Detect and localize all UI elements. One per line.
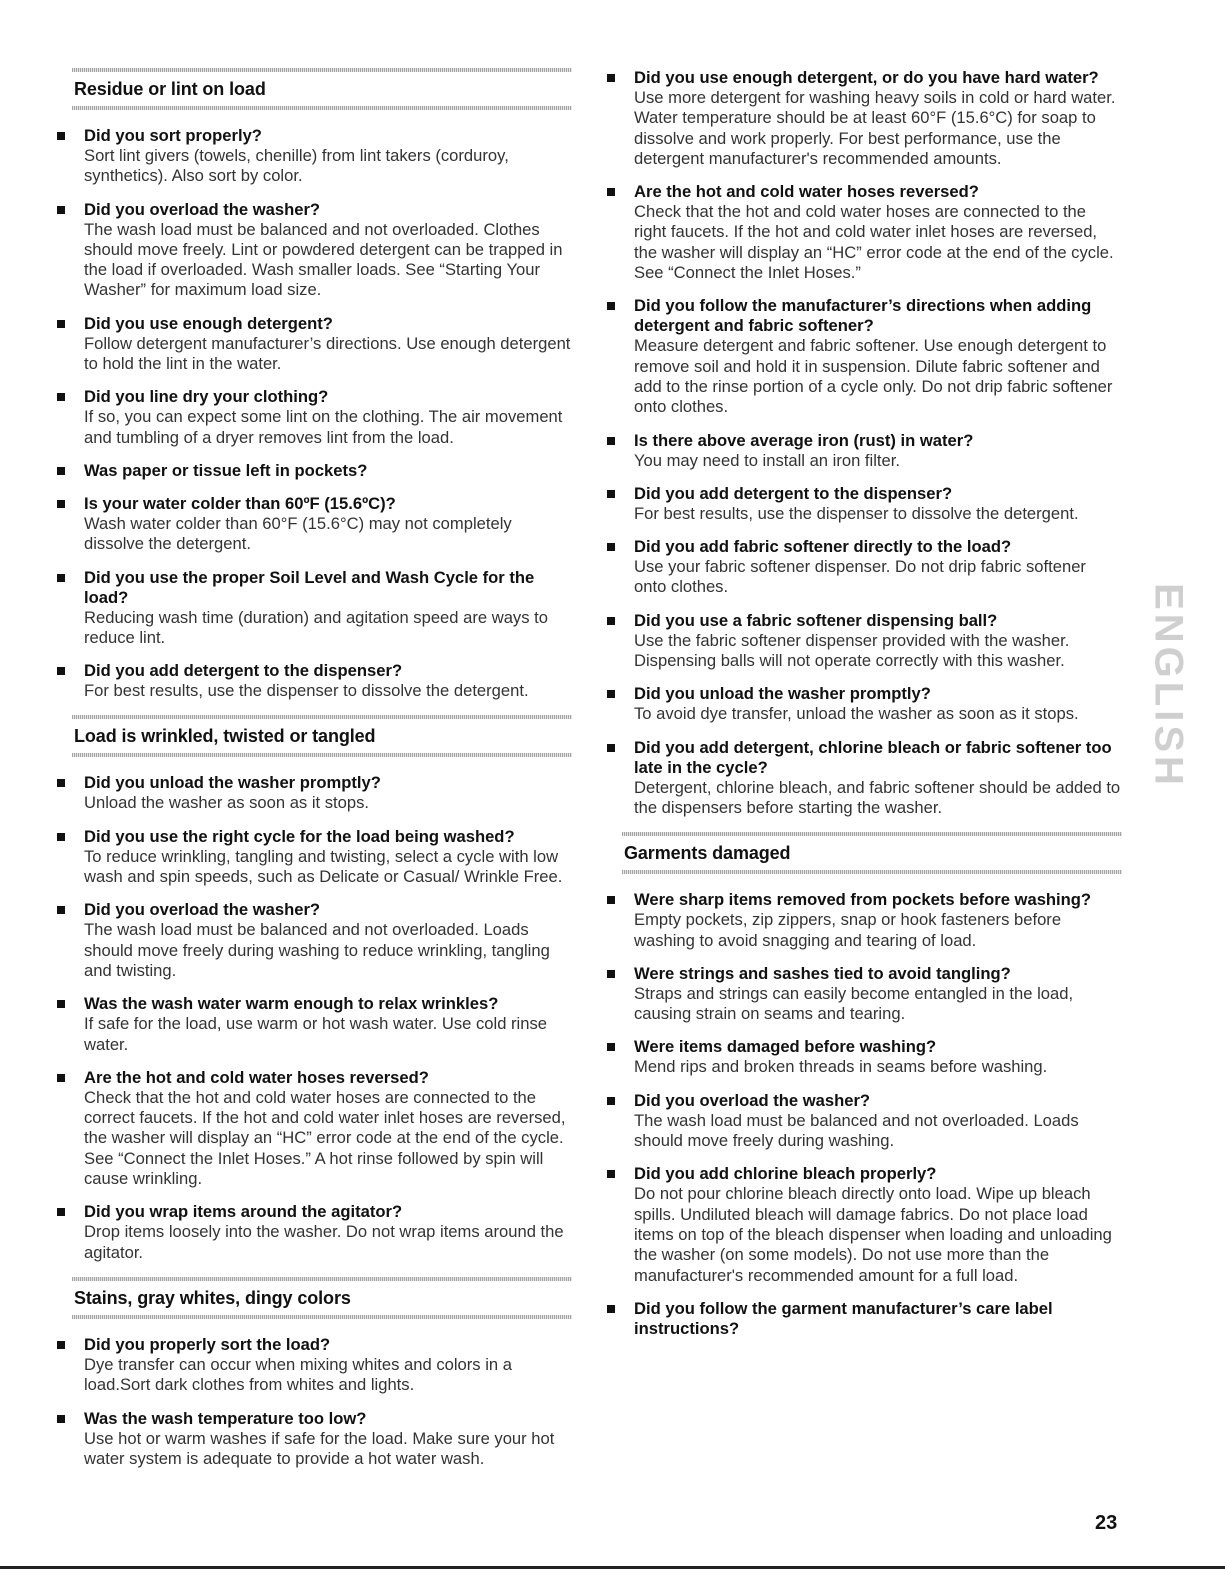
question-text: Was the wash water warm enough to relax wrinkles? xyxy=(84,994,499,1014)
answer-text: The wash load must be balanced and not overloaded. Loads should move freely during washing. xyxy=(634,1110,1079,1151)
answer-text: If so, you can expect some lint on the clothing. The air movement and tumbling of a dryer removes lint from the load. xyxy=(84,407,563,447)
square-bullet-icon xyxy=(57,1000,65,1008)
answer-text: Measure detergent and fabric softener. Use enough detergent to remove soil and hold it in suspension. Dilute fabric softener and add to the rinse portion of a cycle only. Do not drip fabric softener onto clothes. xyxy=(634,336,1113,417)
section-title: Residue or lint on load xyxy=(74,79,266,99)
square-bullet-icon xyxy=(57,833,65,841)
square-bullet-icon xyxy=(607,490,615,498)
question-text: Did you sort properly? xyxy=(84,126,262,145)
answer-text: If safe for the load, use warm or hot wash water. Use cold rinse water. xyxy=(84,1014,547,1054)
left-column xyxy=(72,68,572,1483)
square-bullet-icon xyxy=(607,1097,615,1105)
question-text: Did you add fabric softener directly to the load? xyxy=(634,537,1012,557)
qa-item xyxy=(622,484,1122,524)
answer-text: To reduce wrinkling, tangling and twisting, select a cycle with low wash and spin speeds, such as Delicate or Casual/ Wrinkle Free. xyxy=(84,846,563,887)
question-text: Did you add detergent to the dispenser? xyxy=(634,483,953,503)
section-rule-top xyxy=(622,832,1122,836)
question-text: Were strings and sashes tied to avoid tangling? xyxy=(634,963,1011,983)
answer-text: Straps and strings can easily become entangled in the load, causing strain on seams and tearing. xyxy=(634,983,1074,1024)
qa-item xyxy=(72,461,572,481)
answer-text: Wash water colder than 60°F (15.6°C) may not completely dissolve the detergent. xyxy=(84,513,512,554)
troubleshooting-section xyxy=(72,68,572,701)
qa-item xyxy=(622,890,1122,951)
square-bullet-icon xyxy=(57,779,65,787)
square-bullet-icon xyxy=(607,74,615,82)
qa-item xyxy=(72,900,572,981)
qa-item xyxy=(72,827,572,888)
section-title: Load is wrinkled, twisted or tangled xyxy=(74,726,376,747)
answer-text: To avoid dye transfer, unload the washer as soon as it stops. xyxy=(634,704,1079,724)
answer-text: You may need to install an iron filter. xyxy=(634,450,900,470)
answer-text: Unload the washer as soon as it stops. xyxy=(84,793,370,813)
answer-text: Mend rips and broken threads in seams before washing. xyxy=(634,1057,1048,1077)
question-text: Did you follow the manufacturer’s directions when adding detergent and fabric softener? xyxy=(634,296,1092,336)
answer-text: Reducing wash time (duration) and agitation speed are ways to reduce lint. xyxy=(84,607,548,647)
square-bullet-icon xyxy=(57,467,65,475)
section-header xyxy=(622,832,1122,874)
qa-item xyxy=(72,314,572,375)
square-bullet-icon xyxy=(57,132,65,140)
qa-item xyxy=(72,1202,572,1263)
square-bullet-icon xyxy=(607,1305,615,1313)
section-rule-bottom xyxy=(72,106,572,110)
square-bullet-icon xyxy=(57,667,65,675)
qa-item xyxy=(72,568,572,649)
square-bullet-icon xyxy=(607,1043,615,1051)
qa-item xyxy=(72,200,572,301)
qa-item xyxy=(72,1409,572,1470)
square-bullet-icon xyxy=(607,1170,615,1178)
question-text: Did you add detergent, chlorine bleach or fabric softener too late in the cycle? xyxy=(634,737,1112,777)
section-header xyxy=(72,715,572,757)
square-bullet-icon xyxy=(607,690,615,698)
section-title: Stains, gray whites, dingy colors xyxy=(74,1287,351,1308)
qa-item xyxy=(622,68,1122,169)
square-bullet-icon xyxy=(607,744,615,752)
square-bullet-icon xyxy=(57,1341,65,1349)
question-text: Did you overload the washer? xyxy=(84,900,321,920)
answer-text: Use more detergent for washing heavy soils in cold or hard water. Water temperature should be at least 60°F (15.6°C) for soap to dissolve and work properly. For best performance, use the detergent manufacturer's recommended amounts. xyxy=(634,88,1116,168)
qa-item xyxy=(622,1299,1122,1339)
qa-item xyxy=(72,126,572,187)
square-bullet-icon xyxy=(57,574,65,582)
question-text: Did you add chlorine bleach properly? xyxy=(634,1164,937,1184)
qa-item xyxy=(72,661,572,701)
square-bullet-icon xyxy=(57,320,65,328)
section-rule-bottom xyxy=(72,753,572,757)
question-text: Are the hot and cold water hoses reversed? xyxy=(84,1067,429,1087)
square-bullet-icon xyxy=(57,1208,65,1216)
section-rule-top xyxy=(72,68,572,72)
qa-item xyxy=(622,1164,1122,1285)
square-bullet-icon xyxy=(607,543,615,551)
section-rule-top xyxy=(72,1277,572,1281)
square-bullet-icon xyxy=(57,1415,65,1423)
bottom-border xyxy=(0,1566,1225,1569)
question-text: Did you overload the washer? xyxy=(84,199,321,219)
qa-item xyxy=(622,537,1122,598)
section-rule-bottom xyxy=(622,870,1122,874)
answer-text: Empty pockets, zip zippers, snap or hook fasteners before washing to avoid snagging and tearing of load. xyxy=(634,910,1062,950)
square-bullet-icon xyxy=(57,393,65,401)
qa-item xyxy=(72,1068,572,1189)
square-bullet-icon xyxy=(57,906,65,914)
answer-text: Dye transfer can occur when mixing whites and colors in a load.Sort dark clothes from whites and lights. xyxy=(84,1354,512,1395)
section-header xyxy=(72,1277,572,1319)
section-title: Garments damaged xyxy=(624,843,791,864)
square-bullet-icon xyxy=(57,206,65,214)
question-text: Did you add detergent to the dispenser? xyxy=(84,661,403,681)
qa-item xyxy=(72,494,572,555)
answer-text: Do not pour chlorine bleach directly onto load. Wipe up bleach spills. Undiluted bleach will damage fabrics. Do not place load items on top of the bleach dispenser when loading and unloading the washer (on some models). Do not use more than the manufacturer's recommended amount for a full load. xyxy=(634,1184,1112,1285)
answer-text: Use hot or warm washes if safe for the load. Make sure your hot water system is adequate to provide a hot water wash. xyxy=(84,1428,555,1468)
troubleshooting-section xyxy=(622,832,1122,1339)
square-bullet-icon xyxy=(607,188,615,196)
answer-text: Use your fabric softener dispenser. Do not drip fabric softener onto clothes. xyxy=(634,557,1086,597)
square-bullet-icon xyxy=(607,896,615,904)
question-text: Did you follow the garment manufacturer’s care label instructions? xyxy=(634,1298,1053,1338)
question-text: Did you use the proper Soil Level and Wash Cycle for the load? xyxy=(84,567,535,607)
question-text: Did you line dry your clothing? xyxy=(84,387,329,407)
qa-item xyxy=(622,684,1122,724)
question-text: Did you unload the washer promptly? xyxy=(634,684,931,704)
qa-item xyxy=(622,1037,1122,1077)
question-text: Did you use enough detergent? xyxy=(84,313,333,333)
question-text: Did you use a fabric softener dispensing ball? xyxy=(634,610,998,630)
troubleshooting-section xyxy=(72,715,572,1262)
question-text: Are the hot and cold water hoses reversed? xyxy=(634,182,979,202)
section-rule-bottom xyxy=(72,1315,572,1319)
question-text: Was the wash temperature too low? xyxy=(84,1408,367,1428)
answer-text: Drop items loosely into the washer. Do not wrap items around the agitator. xyxy=(84,1222,564,1262)
qa-item xyxy=(622,182,1122,283)
answer-text: For best results, use the dispenser to dissolve the detergent. xyxy=(634,503,1079,523)
qa-item xyxy=(622,296,1122,417)
question-text: Did you use enough detergent, or do you have hard water? xyxy=(634,68,1099,87)
square-bullet-icon xyxy=(607,617,615,625)
question-text: Is there above average iron (rust) in water? xyxy=(634,430,974,450)
troubleshooting-section xyxy=(72,1277,572,1469)
qa-item xyxy=(622,431,1122,471)
question-text: Did you unload the washer promptly? xyxy=(84,773,381,793)
qa-item xyxy=(622,964,1122,1025)
right-column xyxy=(622,68,1122,1353)
question-text: Is your water colder than 60ºF (15.6ºC)? xyxy=(84,493,396,513)
answer-text: Check that the hot and cold water hoses are connected to the right faucets. If the hot and cold water inlet hoses are reversed, the washer will display an “HC” error code at the end of the cycle. See “Connect the Inlet Hoses.” xyxy=(634,202,1114,283)
square-bullet-icon xyxy=(607,302,615,310)
question-text: Did you properly sort the load? xyxy=(84,1334,331,1354)
answer-text: The wash load must be balanced and not overloaded. Loads should move freely during washing to reduce wrinkling, tangling and twisting. xyxy=(84,920,550,980)
question-text: Were sharp items removed from pockets before washing? xyxy=(634,890,1092,910)
answer-text: Use the fabric softener dispenser provided with the washer. Dispensing balls will not operate correctly with this washer. xyxy=(634,630,1070,671)
qa-item xyxy=(622,738,1122,819)
answer-text: Check that the hot and cold water hoses are connected to the correct faucets. If the hot and cold water inlet hoses are reversed, the washer will display an “HC” error code at the end of the cycle. See “Connect the Inlet Hoses.” A hot rinse followed by spin will cause wrinkling. xyxy=(84,1087,566,1189)
question-text: Were items damaged before washing? xyxy=(634,1037,937,1057)
language-side-tab xyxy=(1146,575,1191,797)
qa-item xyxy=(622,611,1122,672)
qa-item xyxy=(72,994,572,1055)
troubleshooting-section xyxy=(622,68,1122,818)
square-bullet-icon xyxy=(607,970,615,978)
square-bullet-icon xyxy=(607,437,615,445)
answer-text: The wash load must be balanced and not overloaded. Clothes should move freely. Lint or powdered detergent can be trapped in the load if overloaded. Wash smaller loads. See “Starting Your Washer” for maximum load size. xyxy=(84,219,563,300)
answer-text: Follow detergent manufacturer’s directions. Use enough detergent to hold the lint in the water. xyxy=(84,333,571,374)
question-text: Was paper or tissue left in pockets? xyxy=(84,460,368,480)
section-rule-top xyxy=(72,715,572,719)
qa-item xyxy=(622,1091,1122,1152)
side-tab-label: ENGLISH xyxy=(1146,583,1191,789)
square-bullet-icon xyxy=(57,500,65,508)
section-header xyxy=(72,68,572,110)
qa-item xyxy=(72,387,572,448)
page-number: 23 xyxy=(1095,1512,1118,1534)
answer-text: Detergent, chlorine bleach, and fabric softener should be added to the dispensers before starting the washer. xyxy=(634,777,1121,817)
question-text: Did you use the right cycle for the load being washed? xyxy=(84,826,515,846)
answer-text: For best results, use the dispenser to dissolve the detergent. xyxy=(84,681,529,701)
qa-item xyxy=(72,1335,572,1396)
question-text: Did you overload the washer? xyxy=(634,1090,871,1110)
answer-text: Sort lint givers (towels, chenille) from lint takers (corduroy, synthetics). Also sort by color. xyxy=(84,146,509,186)
qa-item xyxy=(72,773,572,813)
question-text: Did you wrap items around the agitator? xyxy=(84,1202,403,1222)
square-bullet-icon xyxy=(57,1074,65,1082)
